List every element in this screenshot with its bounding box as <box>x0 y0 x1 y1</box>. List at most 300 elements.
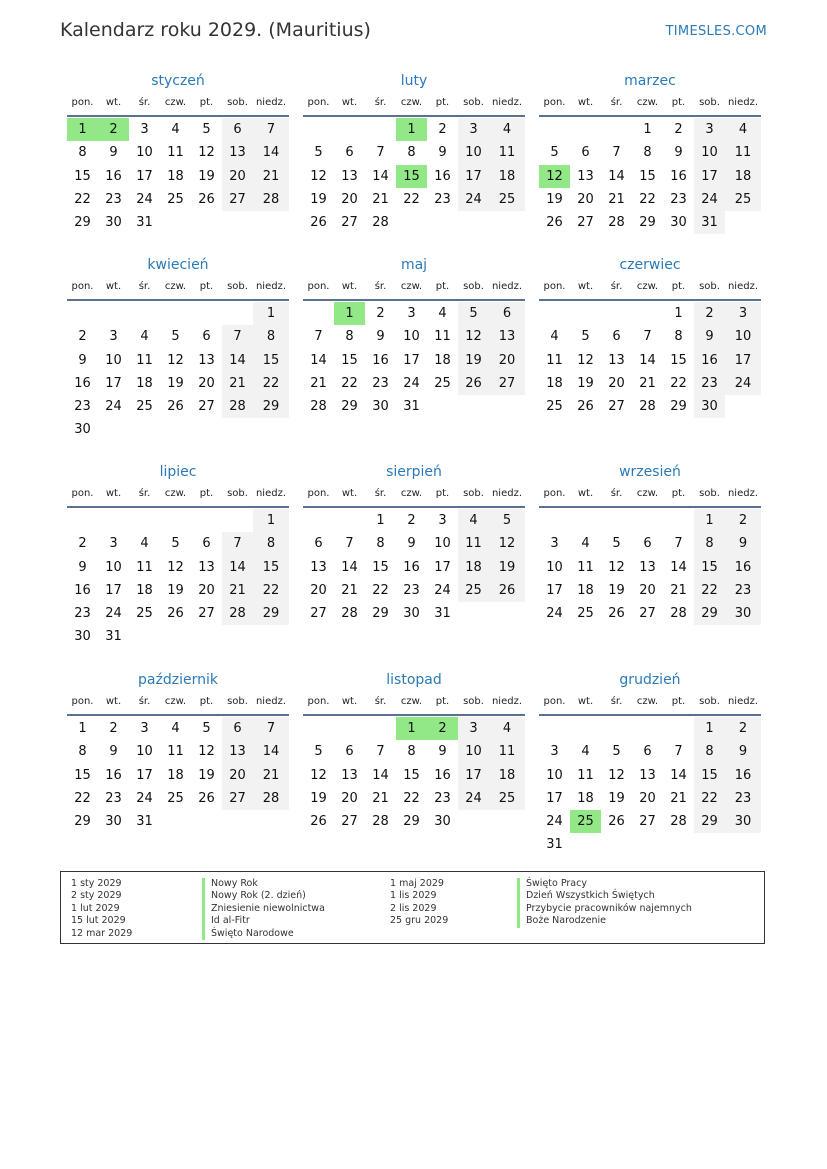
day-cell[interactable]: 11 <box>577 559 594 575</box>
day-cell[interactable]: 22 <box>670 375 687 391</box>
day-cell[interactable]: 7 <box>222 325 253 348</box>
day-cell[interactable]: 23 <box>434 191 451 207</box>
day-cell[interactable]: 28 <box>310 399 327 415</box>
day-cell[interactable]: 20 <box>341 191 358 207</box>
day-cell[interactable]: 18 <box>136 582 153 598</box>
day-cell[interactable]: 8 <box>253 325 289 348</box>
day-cell[interactable]: 23 <box>403 582 420 598</box>
day-cell[interactable]: 14 <box>222 556 253 579</box>
brand-link[interactable]: TIMESLES.COM <box>665 24 767 39</box>
day-cell[interactable]: 29 <box>694 810 725 833</box>
day-cell[interactable]: 8 <box>407 145 416 161</box>
day-cell[interactable]: 29 <box>341 399 358 415</box>
day-cell[interactable]: 23 <box>74 399 91 415</box>
day-cell[interactable]: 1 <box>253 509 289 532</box>
day-cell[interactable]: 22 <box>403 790 420 806</box>
day-cell[interactable]: 10 <box>694 141 725 164</box>
day-cell[interactable]: 13 <box>489 325 525 348</box>
day-cell[interactable]: 3 <box>550 536 559 552</box>
day-cell[interactable]: 25 <box>546 399 563 415</box>
day-cell[interactable]: 28 <box>222 602 253 625</box>
day-cell[interactable]: 17 <box>136 767 153 783</box>
day-cell[interactable]: 26 <box>310 814 327 830</box>
day-cell[interactable]: 11 <box>167 744 184 760</box>
day-cell[interactable]: 19 <box>546 191 563 207</box>
day-cell[interactable]: 7 <box>314 329 323 345</box>
day-cell[interactable]: 9 <box>376 329 385 345</box>
day-cell[interactable]: 11 <box>489 141 525 164</box>
day-cell[interactable]: 22 <box>403 191 420 207</box>
day-cell[interactable]: 26 <box>608 814 625 830</box>
day-cell[interactable]: 27 <box>608 399 625 415</box>
day-cell[interactable]: 8 <box>694 740 725 763</box>
day-cell[interactable]: 1 <box>694 509 725 532</box>
day-cell[interactable]: 12 <box>310 168 327 184</box>
day-cell[interactable]: 16 <box>105 767 122 783</box>
day-cell[interactable]: 9 <box>78 559 87 575</box>
day-cell[interactable]: 17 <box>434 559 451 575</box>
day-cell[interactable]: 30 <box>670 215 687 231</box>
day-cell[interactable]: 14 <box>372 168 389 184</box>
day-cell[interactable]: 6 <box>643 744 652 760</box>
day-cell[interactable]: 30 <box>372 399 389 415</box>
day-cell[interactable]: 10 <box>105 559 122 575</box>
day-cell[interactable]: 21 <box>341 582 358 598</box>
day-cell[interactable]: 9 <box>109 744 118 760</box>
day-cell[interactable]: 30 <box>74 422 91 438</box>
day-cell[interactable]: 13 <box>222 141 253 164</box>
day-cell[interactable]: 30 <box>694 395 725 418</box>
day-cell[interactable]: 28 <box>253 188 289 211</box>
day-cell[interactable]: 1 <box>643 122 652 137</box>
day-cell[interactable]: 8 <box>643 145 652 161</box>
day-cell[interactable]: 1 <box>396 118 427 141</box>
day-cell[interactable]: 19 <box>198 168 215 184</box>
day-cell[interactable]: 16 <box>694 349 725 372</box>
day-cell[interactable]: 20 <box>608 375 625 391</box>
day-cell[interactable]: 7 <box>222 532 253 555</box>
day-cell[interactable]: 15 <box>694 556 725 579</box>
day-cell[interactable]: 22 <box>253 372 289 395</box>
day-cell[interactable]: 25 <box>489 787 525 810</box>
day-cell[interactable]: 29 <box>74 814 91 830</box>
day-cell[interactable]: 16 <box>403 559 420 575</box>
day-cell[interactable]: 10 <box>105 352 122 368</box>
day-cell[interactable]: 28 <box>372 215 389 231</box>
day-cell[interactable]: 11 <box>136 352 153 368</box>
day-cell[interactable]: 18 <box>489 764 525 787</box>
day-cell[interactable]: 27 <box>310 606 327 622</box>
day-cell[interactable]: 6 <box>345 145 354 161</box>
day-cell[interactable]: 18 <box>546 375 563 391</box>
day-cell[interactable]: 14 <box>670 559 687 575</box>
day-cell[interactable]: 12 <box>608 767 625 783</box>
day-cell[interactable]: 15 <box>74 168 91 184</box>
day-cell[interactable]: 2 <box>78 329 87 345</box>
day-cell[interactable]: 19 <box>458 349 489 372</box>
day-cell[interactable]: 14 <box>341 559 358 575</box>
day-cell[interactable]: 19 <box>167 582 184 598</box>
day-cell[interactable]: 19 <box>167 375 184 391</box>
day-cell[interactable]: 20 <box>341 790 358 806</box>
day-cell[interactable]: 8 <box>78 744 87 760</box>
day-cell[interactable]: 1 <box>253 302 289 325</box>
day-cell[interactable]: 11 <box>577 767 594 783</box>
day-cell[interactable]: 1 <box>78 721 87 736</box>
day-cell[interactable]: 4 <box>458 509 489 532</box>
day-cell[interactable]: 5 <box>489 509 525 532</box>
day-cell[interactable]: 25 <box>725 188 761 211</box>
day-cell[interactable]: 24 <box>105 606 122 622</box>
day-cell[interactable]: 17 <box>458 764 489 787</box>
day-cell[interactable]: 9 <box>725 532 761 555</box>
day-cell[interactable]: 24 <box>694 188 725 211</box>
day-cell[interactable]: 17 <box>694 165 725 188</box>
day-cell[interactable]: 5 <box>202 721 211 736</box>
day-cell[interactable]: 5 <box>171 329 180 345</box>
day-cell[interactable]: 13 <box>341 767 358 783</box>
day-cell[interactable]: 5 <box>202 122 211 137</box>
day-cell[interactable]: 26 <box>167 606 184 622</box>
day-cell[interactable]: 16 <box>74 375 91 391</box>
day-cell[interactable]: 21 <box>639 375 656 391</box>
day-cell[interactable]: 18 <box>136 375 153 391</box>
day-cell[interactable]: 29 <box>74 215 91 231</box>
day-cell[interactable]: 30 <box>74 629 91 645</box>
day-cell[interactable]: 20 <box>198 375 215 391</box>
day-cell[interactable]: 21 <box>253 165 289 188</box>
day-cell[interactable]: 24 <box>105 399 122 415</box>
day-cell[interactable]: 3 <box>109 536 118 552</box>
day-cell[interactable]: 5 <box>171 536 180 552</box>
day-cell[interactable]: 15 <box>372 559 389 575</box>
day-cell[interactable]: 20 <box>639 582 656 598</box>
day-cell[interactable]: 28 <box>670 814 687 830</box>
day-cell[interactable]: 8 <box>345 329 354 345</box>
day-cell[interactable]: 19 <box>577 375 594 391</box>
day-cell[interactable]: 1 <box>694 717 725 740</box>
day-cell[interactable]: 7 <box>345 536 354 552</box>
day-cell[interactable]: 6 <box>202 329 211 345</box>
day-cell[interactable]: 21 <box>310 375 327 391</box>
day-cell[interactable]: 21 <box>608 191 625 207</box>
day-cell[interactable]: 29 <box>372 606 389 622</box>
day-cell[interactable]: 8 <box>253 532 289 555</box>
day-cell[interactable]: 5 <box>612 536 621 552</box>
day-cell[interactable]: 6 <box>345 744 354 760</box>
day-cell[interactable]: 23 <box>725 579 761 602</box>
day-cell[interactable]: 26 <box>167 399 184 415</box>
day-cell[interactable]: 1 <box>376 513 385 528</box>
day-cell[interactable]: 5 <box>612 744 621 760</box>
day-cell[interactable]: 3 <box>458 118 489 141</box>
day-cell[interactable]: 18 <box>167 168 184 184</box>
day-cell[interactable]: 2 <box>427 717 458 740</box>
day-cell[interactable]: 13 <box>222 740 253 763</box>
day-cell[interactable]: 27 <box>198 399 215 415</box>
day-cell[interactable]: 24 <box>546 606 563 622</box>
day-cell[interactable]: 18 <box>577 582 594 598</box>
day-cell[interactable]: 3 <box>438 513 447 528</box>
day-cell[interactable]: 10 <box>725 325 761 348</box>
day-cell[interactable]: 17 <box>105 582 122 598</box>
day-cell[interactable]: 2 <box>674 122 683 137</box>
day-cell[interactable]: 29 <box>253 395 289 418</box>
day-cell[interactable]: 22 <box>694 579 725 602</box>
day-cell[interactable]: 15 <box>253 556 289 579</box>
day-cell[interactable]: 12 <box>489 532 525 555</box>
day-cell[interactable]: 12 <box>310 767 327 783</box>
day-cell[interactable]: 2 <box>376 306 385 321</box>
day-cell[interactable]: 2 <box>98 118 129 141</box>
day-cell[interactable]: 8 <box>78 145 87 161</box>
day-cell[interactable]: 28 <box>253 787 289 810</box>
day-cell[interactable]: 26 <box>458 372 489 395</box>
day-cell[interactable]: 7 <box>674 536 683 552</box>
day-cell[interactable]: 9 <box>694 325 725 348</box>
day-cell[interactable]: 11 <box>725 141 761 164</box>
day-cell[interactable]: 21 <box>222 579 253 602</box>
day-cell[interactable]: 4 <box>140 329 149 345</box>
day-cell[interactable]: 15 <box>396 165 427 188</box>
day-cell[interactable]: 16 <box>372 352 389 368</box>
day-cell[interactable]: 19 <box>310 790 327 806</box>
day-cell[interactable]: 2 <box>694 302 725 325</box>
day-cell[interactable]: 21 <box>670 790 687 806</box>
day-cell[interactable]: 13 <box>577 168 594 184</box>
day-cell[interactable]: 24 <box>458 188 489 211</box>
day-cell[interactable]: 27 <box>198 606 215 622</box>
day-cell[interactable]: 6 <box>581 145 590 161</box>
day-cell[interactable]: 19 <box>489 556 525 579</box>
day-cell[interactable]: 26 <box>310 215 327 231</box>
day-cell[interactable]: 21 <box>372 191 389 207</box>
day-cell[interactable]: 28 <box>222 395 253 418</box>
day-cell[interactable]: 24 <box>546 814 563 830</box>
day-cell[interactable]: 18 <box>458 556 489 579</box>
day-cell[interactable]: 23 <box>372 375 389 391</box>
day-cell[interactable]: 26 <box>608 606 625 622</box>
day-cell[interactable]: 28 <box>372 814 389 830</box>
day-cell[interactable]: 14 <box>670 767 687 783</box>
day-cell[interactable]: 25 <box>434 375 451 391</box>
day-cell[interactable]: 23 <box>105 790 122 806</box>
day-cell[interactable]: 9 <box>78 352 87 368</box>
day-cell[interactable]: 14 <box>253 141 289 164</box>
day-cell[interactable]: 25 <box>136 606 153 622</box>
day-cell[interactable]: 11 <box>489 740 525 763</box>
day-cell[interactable]: 22 <box>372 582 389 598</box>
day-cell[interactable]: 6 <box>202 536 211 552</box>
day-cell[interactable]: 7 <box>376 145 385 161</box>
day-cell[interactable]: 12 <box>198 145 215 161</box>
day-cell[interactable]: 1 <box>67 118 98 141</box>
day-cell[interactable]: 24 <box>434 582 451 598</box>
day-cell[interactable]: 2 <box>78 536 87 552</box>
day-cell[interactable]: 31 <box>136 814 153 830</box>
day-cell[interactable]: 27 <box>639 606 656 622</box>
day-cell[interactable]: 5 <box>314 145 323 161</box>
day-cell[interactable]: 16 <box>670 168 687 184</box>
day-cell[interactable]: 25 <box>167 790 184 806</box>
day-cell[interactable]: 1 <box>674 306 683 321</box>
day-cell[interactable]: 5 <box>314 744 323 760</box>
day-cell[interactable]: 30 <box>105 215 122 231</box>
day-cell[interactable]: 16 <box>74 582 91 598</box>
day-cell[interactable]: 4 <box>171 122 180 137</box>
day-cell[interactable]: 29 <box>639 215 656 231</box>
day-cell[interactable]: 4 <box>438 306 447 321</box>
day-cell[interactable]: 1 <box>334 302 365 325</box>
day-cell[interactable]: 3 <box>407 306 416 321</box>
day-cell[interactable]: 22 <box>639 191 656 207</box>
day-cell[interactable]: 8 <box>694 532 725 555</box>
day-cell[interactable]: 3 <box>109 329 118 345</box>
day-cell[interactable]: 29 <box>253 602 289 625</box>
day-cell[interactable]: 20 <box>489 349 525 372</box>
day-cell[interactable]: 27 <box>577 215 594 231</box>
day-cell[interactable]: 21 <box>253 764 289 787</box>
day-cell[interactable]: 19 <box>310 191 327 207</box>
day-cell[interactable]: 9 <box>438 744 447 760</box>
day-cell[interactable]: 9 <box>407 536 416 552</box>
day-cell[interactable]: 31 <box>434 606 451 622</box>
day-cell[interactable]: 11 <box>458 532 489 555</box>
day-cell[interactable]: 17 <box>136 168 153 184</box>
day-cell[interactable]: 13 <box>198 352 215 368</box>
day-cell[interactable]: 16 <box>725 556 761 579</box>
day-cell[interactable]: 13 <box>639 767 656 783</box>
day-cell[interactable]: 7 <box>643 329 652 345</box>
day-cell[interactable]: 1 <box>396 717 427 740</box>
day-cell[interactable]: 15 <box>341 352 358 368</box>
day-cell[interactable]: 3 <box>140 721 149 736</box>
day-cell[interactable]: 13 <box>310 559 327 575</box>
day-cell[interactable]: 25 <box>167 191 184 207</box>
day-cell[interactable]: 26 <box>546 215 563 231</box>
day-cell[interactable]: 12 <box>458 325 489 348</box>
day-cell[interactable]: 2 <box>725 717 761 740</box>
day-cell[interactable]: 23 <box>694 372 725 395</box>
day-cell[interactable]: 10 <box>458 141 489 164</box>
day-cell[interactable]: 14 <box>222 349 253 372</box>
day-cell[interactable]: 31 <box>105 629 122 645</box>
day-cell[interactable]: 23 <box>105 191 122 207</box>
day-cell[interactable]: 21 <box>222 372 253 395</box>
day-cell[interactable]: 20 <box>577 191 594 207</box>
day-cell[interactable]: 19 <box>608 582 625 598</box>
day-cell[interactable]: 14 <box>310 352 327 368</box>
day-cell[interactable]: 28 <box>639 399 656 415</box>
day-cell[interactable]: 4 <box>725 118 761 141</box>
day-cell[interactable]: 30 <box>105 814 122 830</box>
day-cell[interactable]: 12 <box>167 352 184 368</box>
day-cell[interactable]: 11 <box>167 145 184 161</box>
day-cell[interactable]: 12 <box>198 744 215 760</box>
day-cell[interactable]: 3 <box>550 744 559 760</box>
day-cell[interactable]: 30 <box>725 602 761 625</box>
day-cell[interactable]: 29 <box>694 602 725 625</box>
day-cell[interactable]: 21 <box>372 790 389 806</box>
day-cell[interactable]: 13 <box>608 352 625 368</box>
day-cell[interactable]: 22 <box>74 191 91 207</box>
day-cell[interactable]: 28 <box>608 215 625 231</box>
day-cell[interactable]: 9 <box>438 145 447 161</box>
day-cell[interactable]: 5 <box>550 145 559 161</box>
day-cell[interactable]: 28 <box>670 606 687 622</box>
day-cell[interactable]: 27 <box>222 188 253 211</box>
day-cell[interactable]: 26 <box>198 191 215 207</box>
day-cell[interactable]: 2 <box>438 122 447 137</box>
day-cell[interactable]: 18 <box>167 767 184 783</box>
day-cell[interactable]: 31 <box>546 837 563 853</box>
day-cell[interactable]: 27 <box>489 372 525 395</box>
day-cell[interactable]: 7 <box>376 744 385 760</box>
day-cell[interactable]: 12 <box>608 559 625 575</box>
day-cell[interactable]: 31 <box>403 399 420 415</box>
day-cell[interactable]: 16 <box>725 764 761 787</box>
day-cell[interactable]: 24 <box>458 787 489 810</box>
day-cell[interactable]: 12 <box>539 165 570 188</box>
day-cell[interactable]: 23 <box>670 191 687 207</box>
day-cell[interactable]: 3 <box>694 118 725 141</box>
day-cell[interactable]: 25 <box>136 399 153 415</box>
day-cell[interactable]: 16 <box>434 168 451 184</box>
day-cell[interactable]: 2 <box>109 721 118 736</box>
day-cell[interactable]: 30 <box>434 814 451 830</box>
day-cell[interactable]: 31 <box>694 211 725 234</box>
day-cell[interactable]: 25 <box>570 810 601 833</box>
day-cell[interactable]: 2 <box>407 513 416 528</box>
day-cell[interactable]: 4 <box>581 744 590 760</box>
day-cell[interactable]: 22 <box>694 787 725 810</box>
day-cell[interactable]: 20 <box>222 764 253 787</box>
day-cell[interactable]: 9 <box>725 740 761 763</box>
day-cell[interactable]: 15 <box>694 764 725 787</box>
day-cell[interactable]: 3 <box>140 122 149 137</box>
day-cell[interactable]: 28 <box>341 606 358 622</box>
day-cell[interactable]: 13 <box>198 559 215 575</box>
day-cell[interactable]: 18 <box>434 352 451 368</box>
day-cell[interactable]: 5 <box>581 329 590 345</box>
day-cell[interactable]: 22 <box>74 790 91 806</box>
day-cell[interactable]: 17 <box>458 165 489 188</box>
day-cell[interactable]: 25 <box>577 606 594 622</box>
day-cell[interactable]: 19 <box>608 790 625 806</box>
day-cell[interactable]: 27 <box>341 814 358 830</box>
day-cell[interactable]: 24 <box>136 191 153 207</box>
day-cell[interactable]: 13 <box>639 559 656 575</box>
day-cell[interactable]: 2 <box>725 509 761 532</box>
day-cell[interactable]: 15 <box>639 168 656 184</box>
day-cell[interactable]: 6 <box>222 118 253 141</box>
day-cell[interactable]: 23 <box>434 790 451 806</box>
day-cell[interactable]: 27 <box>222 787 253 810</box>
day-cell[interactable]: 18 <box>725 165 761 188</box>
day-cell[interactable]: 4 <box>489 717 525 740</box>
day-cell[interactable]: 23 <box>74 606 91 622</box>
day-cell[interactable]: 17 <box>403 352 420 368</box>
day-cell[interactable]: 4 <box>489 118 525 141</box>
day-cell[interactable]: 7 <box>612 145 621 161</box>
day-cell[interactable]: 8 <box>407 744 416 760</box>
day-cell[interactable]: 20 <box>222 165 253 188</box>
day-cell[interactable]: 22 <box>341 375 358 391</box>
day-cell[interactable]: 15 <box>403 767 420 783</box>
day-cell[interactable]: 10 <box>136 744 153 760</box>
day-cell[interactable]: 26 <box>489 579 525 602</box>
day-cell[interactable]: 30 <box>725 810 761 833</box>
